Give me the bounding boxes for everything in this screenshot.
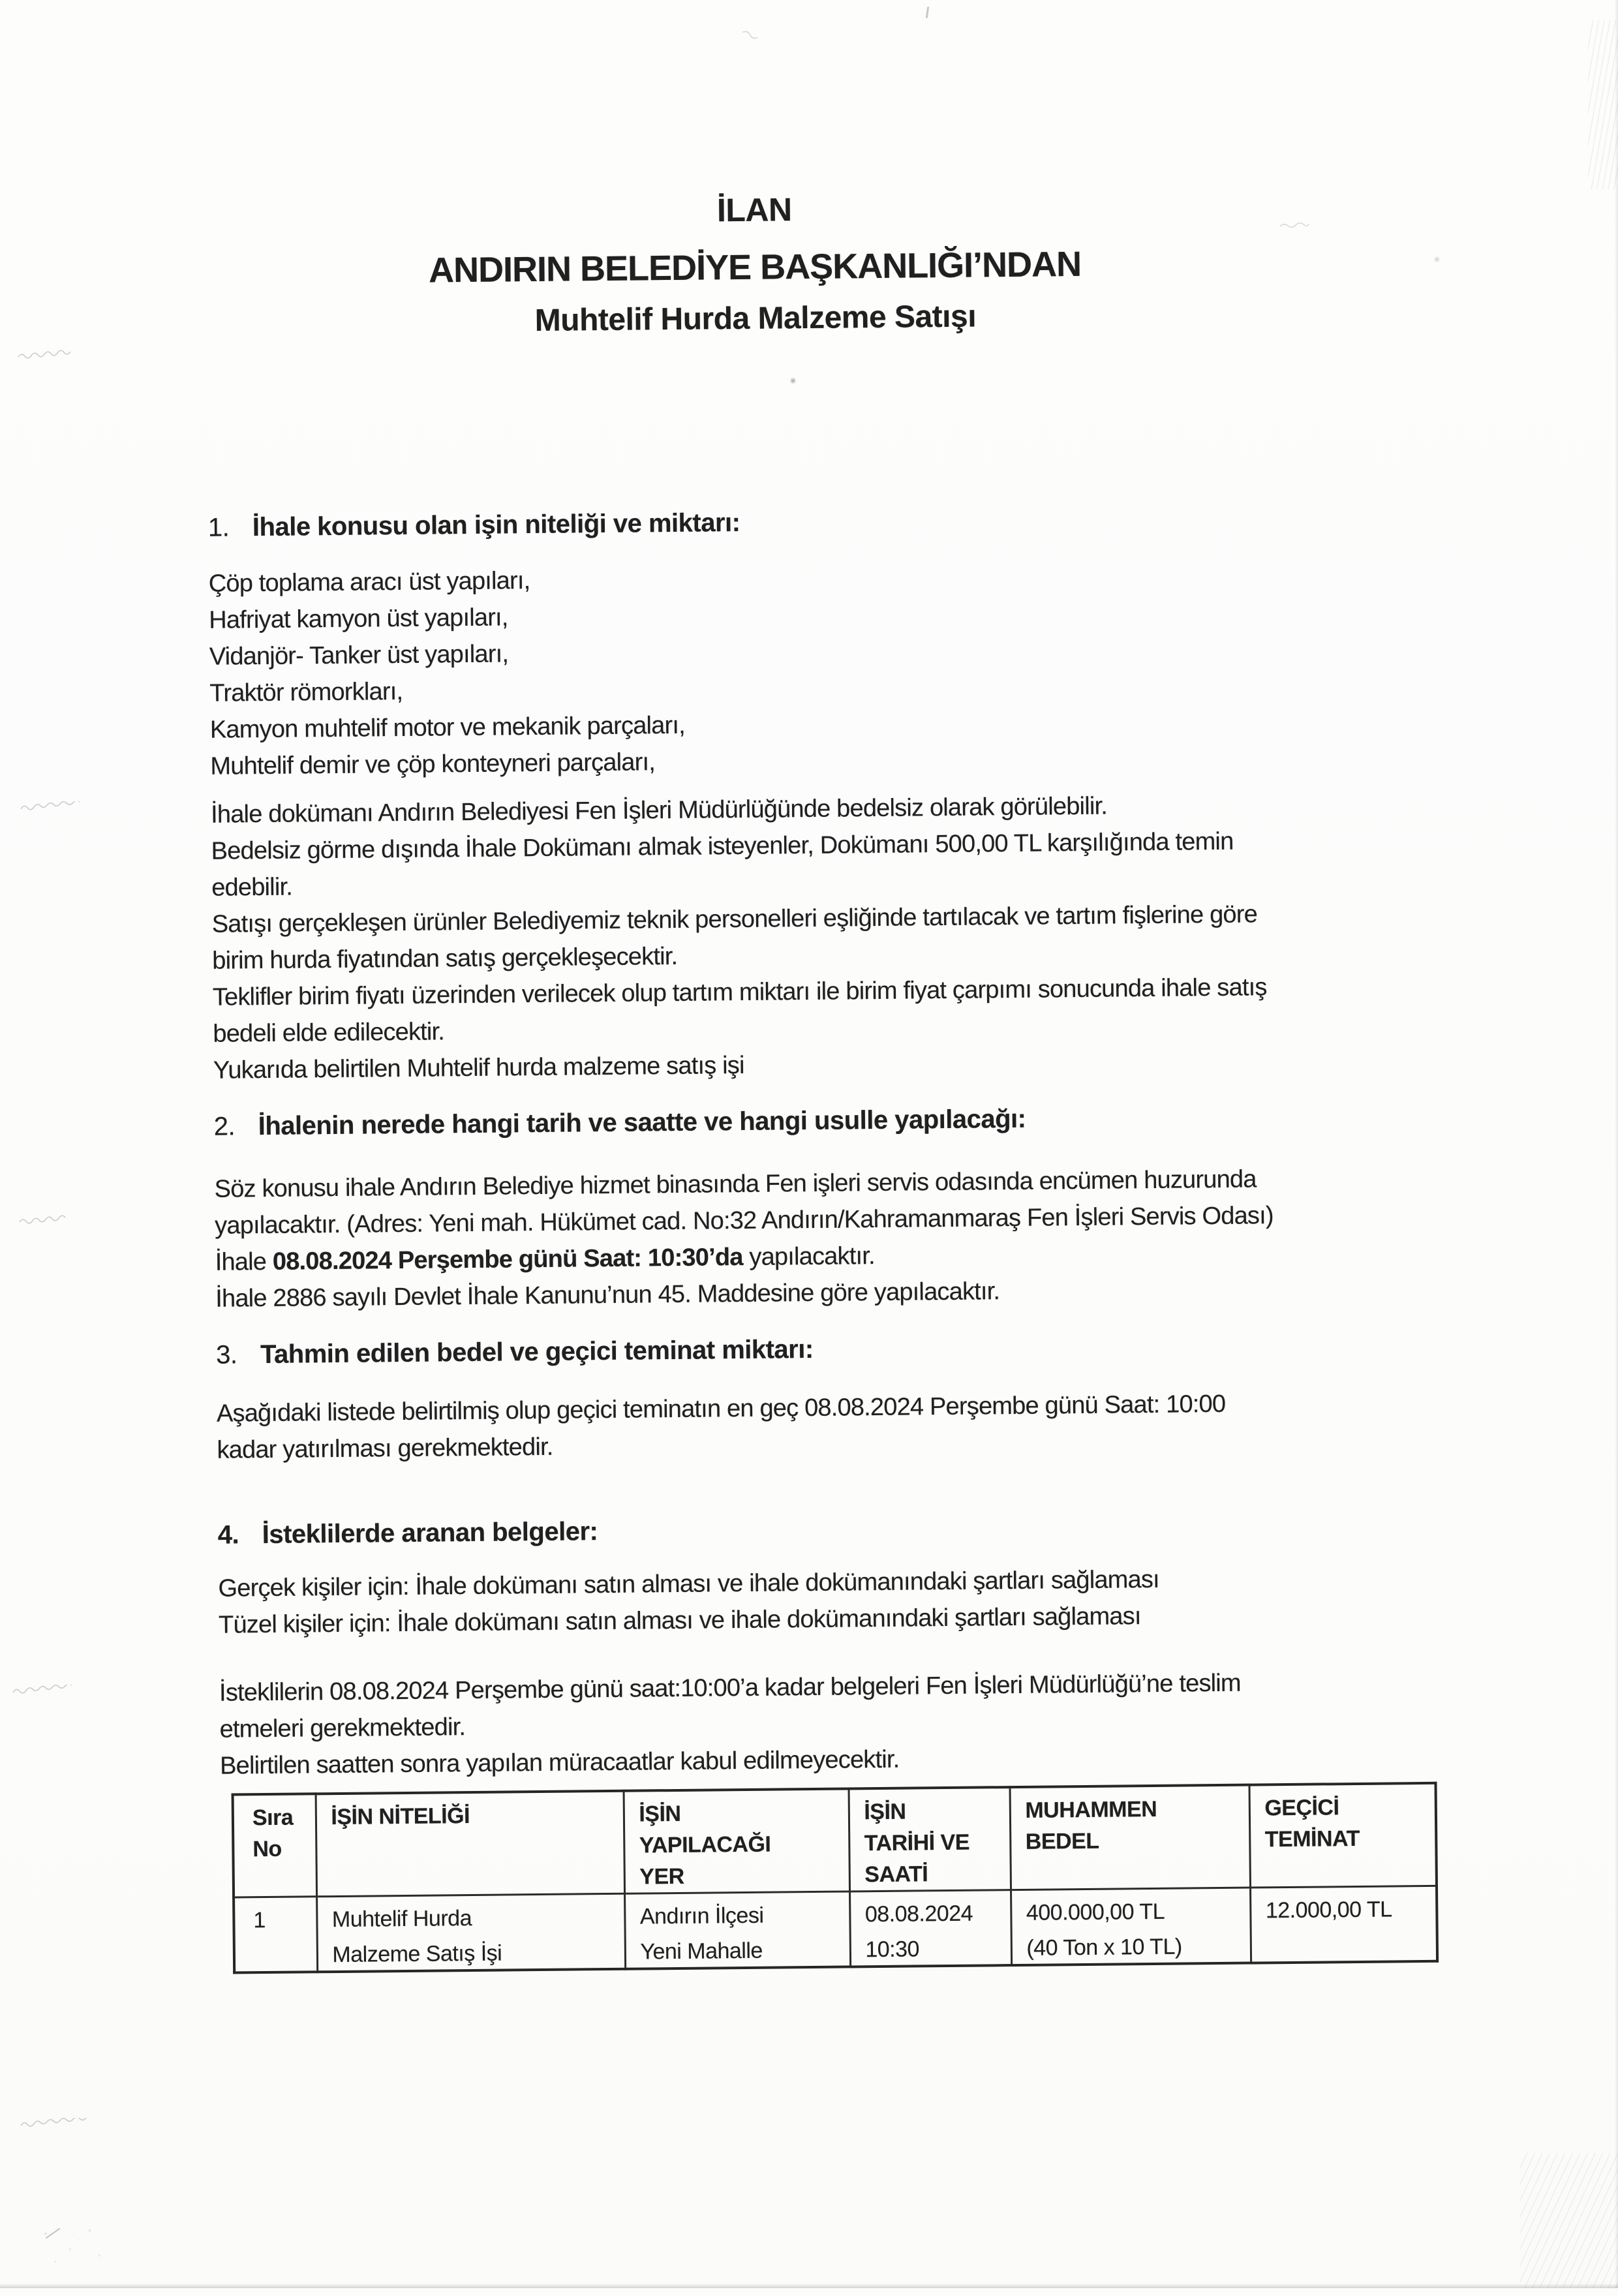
paragraph-line: İhale dokümanı Andırın Belediyesi Fen İşleri Müdürlüğünde bedelsiz olarak görülebilir. xyxy=(210,792,1108,829)
list-item: Vidanjör- Tanker üst yapıları, xyxy=(209,640,509,671)
list-item: Hafriyat kamyon üst yapıları, xyxy=(209,604,508,634)
section-3-heading-text: Tahmin edilen bedel ve geçici teminat miktarı: xyxy=(260,1334,814,1370)
section-4-heading-text: İsteklilerde aranan belgeler: xyxy=(262,1517,598,1550)
header-cell-yapilacagi-yer xyxy=(624,1788,849,1893)
cell-line: 1 xyxy=(253,1908,266,1933)
paragraph-line: Aşağıdaki listede belirtilmiş olup geçici teminatın en geç 08.08.2024 Perşembe günü Saat: 10:00 xyxy=(216,1390,1226,1428)
paragraph-line: Teklifler birim fiyatı üzerinden verilecek olup tartım miktarı ile birim fiyat çarpımı sonucunda ihale satış xyxy=(212,973,1267,1011)
cell-line: Yeni Mahalle xyxy=(640,1938,763,1965)
cell-line: Malzeme Satış İşi xyxy=(332,1940,502,1968)
section-4-deadline xyxy=(219,1665,1242,1784)
cell-line: Muhtelif Hurda xyxy=(331,1906,472,1933)
deadline-line: etmeleri gerekmektedir. xyxy=(219,1713,466,1743)
paragraph-line: Yukarıda belirtilen Muhtelif hurda malzeme satış işi xyxy=(213,1051,744,1084)
document-title-line-2: ANDIRIN BELEDİYE BAŞKANLIĞI’NDAN xyxy=(428,244,1082,290)
header-cell-gecici-teminat xyxy=(1249,1783,1436,1888)
cell-line: 08.08.2024 xyxy=(864,1901,973,1927)
paragraph-line: Söz konusu ihale Andırın Belediye hizmet binasında Fen işleri servis odasında encümen huzurunda xyxy=(214,1165,1257,1203)
paragraph-line: Satışı gerçekleşen ürünler Belediyemiz teknik personelleri eşliğinde tartılacak ve tartım fişlerine göre xyxy=(211,900,1258,938)
header-line: GEÇİCİ xyxy=(1264,1795,1339,1821)
section-2-heading-text: İhalenin nerede hangi tarih ve saatte ve hangi usulle yapılacağı: xyxy=(258,1104,1026,1141)
real-persons-line: Gerçek kişiler için: İhale dokümanı satın alması ve ihale dokümanındaki şartları sağlaması xyxy=(218,1565,1160,1602)
paragraph-line: birim hurda fiyatından satış gerçekleşecektir. xyxy=(212,942,678,975)
section-1-paragraph xyxy=(211,786,1268,1088)
scrap-items-list xyxy=(208,561,685,785)
cell-sira-no xyxy=(234,1897,317,1973)
header-line: No xyxy=(252,1836,282,1862)
paragraph-line: edebilir. xyxy=(211,873,293,902)
header-line: TEMİNAT xyxy=(1264,1826,1360,1852)
list-item: Kamyon muhtelif motor ve mekanik parçaları, xyxy=(209,711,686,744)
table-row xyxy=(234,1886,1437,1972)
section-2-heading xyxy=(213,1101,1026,1145)
header-line: İŞİN xyxy=(639,1801,681,1827)
tender-table-body xyxy=(234,1886,1437,1972)
paragraph-line: bedeli elde edilecektir. xyxy=(213,1018,445,1048)
header-line: İŞİN NİTELİĞİ xyxy=(331,1803,470,1830)
header-cell-muhammen-bedel xyxy=(1010,1785,1250,1890)
table-header-row xyxy=(233,1783,1437,1897)
paragraph-line: kadar yatırılması gerekmektedir. xyxy=(217,1433,553,1464)
date-line-suffix: yapılacaktır. xyxy=(742,1242,875,1271)
cell-line: Andırın İlçesi xyxy=(639,1903,764,1929)
cell-line: 10:30 xyxy=(865,1936,920,1963)
header-cell-sira-no xyxy=(233,1794,317,1897)
section-4-number: 4. xyxy=(217,1520,239,1550)
paragraph-line: yapılacaktır. (Adres: Yeni mah. Hükümet cad. No:32 Andırın/Kahramanmaraş Fen İşleri Servis Odası) xyxy=(214,1202,1274,1240)
list-item: Traktör römorkları, xyxy=(209,677,403,707)
deadline-line: İsteklilerin 08.08.2024 Perşembe günü saat:10:00’a kadar belgeleri Fen İşleri Müdürlüğü’ne teslim xyxy=(219,1669,1241,1707)
section-3-heading xyxy=(216,1331,814,1373)
header-line: Sıra xyxy=(252,1805,294,1831)
section-2-number: 2. xyxy=(213,1112,236,1141)
header-line: YAPILACAĞI xyxy=(639,1831,771,1858)
cell-deposit xyxy=(1250,1886,1437,1963)
header-line: TARİHİ VE xyxy=(864,1829,970,1856)
header-cell-isin-niteligi xyxy=(316,1791,624,1897)
header-line: SAATİ xyxy=(864,1861,928,1888)
paragraph-line: Bedelsiz görme dışında İhale Dokümanı almak isteyenler, Dokümanı 500,00 TL karşılığında temin xyxy=(211,827,1234,865)
auction-date-bold: 08.08.2024 Perşembe günü Saat: 10:30’da xyxy=(272,1243,743,1276)
tender-table-header xyxy=(233,1783,1437,1897)
header-cell-tarihi-saati xyxy=(849,1787,1011,1891)
section-3-paragraph xyxy=(217,1386,1226,1469)
late-application-line: Belirtilen saatten sonra yapılan müracaatlar kabul edilmeyecektir. xyxy=(219,1745,900,1780)
section-1-heading-text: İhale konusu olan işin niteliği ve miktarı: xyxy=(252,508,740,542)
cell-job xyxy=(316,1893,625,1972)
section-2-paragraph xyxy=(214,1161,1274,1317)
list-item: Çöp toplama aracı üst yapıları, xyxy=(208,567,530,598)
header-line: YER xyxy=(639,1863,684,1890)
date-line-prefix: İhale xyxy=(215,1247,273,1276)
cell-place xyxy=(624,1891,850,1969)
section-1-heading xyxy=(208,504,740,546)
cell-datetime xyxy=(849,1890,1011,1967)
cell-line: 400.000,00 TL xyxy=(1026,1899,1165,1925)
header-line: İŞİN xyxy=(864,1799,906,1825)
legal-persons-line: Tüzel kişiler için: İhale dokümanı satın alması ve ihale dokümanındaki şartları sağlaması xyxy=(218,1602,1141,1639)
section-1-number: 1. xyxy=(207,513,230,542)
section-4-requirements xyxy=(218,1561,1159,1644)
document-title-line-1: İLAN xyxy=(716,191,792,229)
law-reference-line: İhale 2886 sayılı Devlet İhale Kanunu’nun 45. Maddesine göre yapılacaktır. xyxy=(215,1278,1000,1313)
cell-line: 12.000,00 TL xyxy=(1265,1897,1392,1923)
list-item: Muhtelif demir ve çöp konteyneri parçaları, xyxy=(210,748,656,780)
header-line: MUHAMMEN xyxy=(1025,1796,1157,1823)
section-3-number: 3. xyxy=(215,1340,237,1370)
cell-estimate xyxy=(1011,1888,1251,1965)
section-4-heading xyxy=(217,1513,598,1554)
cell-line: (40 Ton x 10 TL) xyxy=(1026,1934,1182,1961)
document-title-line-3: Muhtelif Hurda Malzeme Satışı xyxy=(534,299,977,338)
tender-table xyxy=(232,1782,1439,1974)
header-line: BEDEL xyxy=(1025,1828,1099,1854)
